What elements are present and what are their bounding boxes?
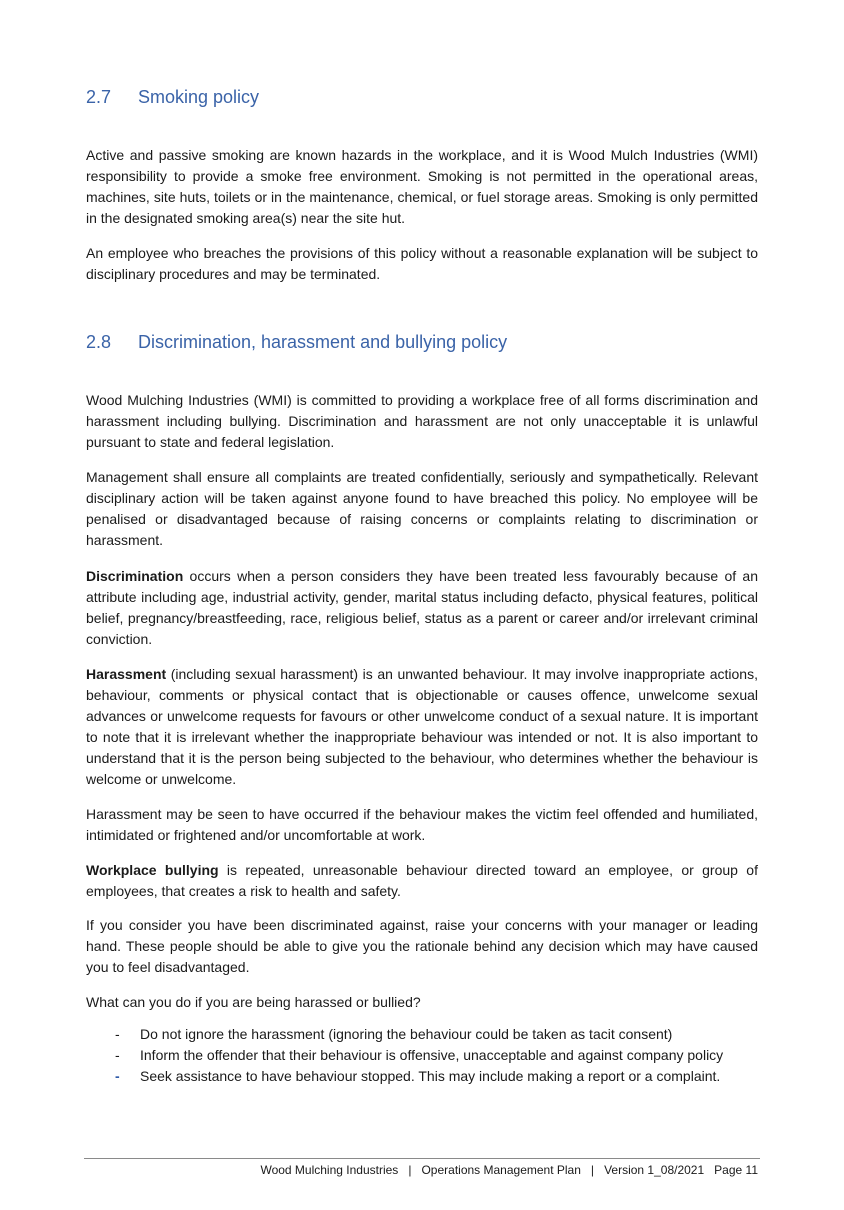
section-number: 2.7: [86, 87, 112, 107]
dash-bullet: -: [115, 1068, 120, 1084]
section-title: Smoking policy: [138, 87, 260, 107]
footer-page-number: Page 11: [714, 1163, 758, 1177]
section-heading-2-7: [86, 87, 259, 108]
list-item: [86, 1024, 758, 1045]
harassment-definition: [86, 664, 758, 790]
footer-document: Operations Management Plan: [421, 1163, 581, 1177]
list-item-text: Seek assistance to have behaviour stopped. This may include making a report or a complaint.: [140, 1068, 721, 1084]
list-item: [86, 1066, 758, 1087]
footer-divider: [84, 1158, 760, 1159]
dash-bullet: -: [115, 1047, 120, 1063]
list-item: [86, 1045, 758, 1066]
smoking-paragraph-2: An employee who breaches the provisions of this policy without a reasonable explanation will be subject to disciplinary procedures and may be terminated.: [86, 245, 758, 282]
term-discrimination: Discrimination: [86, 568, 184, 584]
section-number: 2.8: [86, 332, 112, 352]
discrimination-paragraph-2: Management shall ensure all complaints are treated confidentially, seriously and sympathetically. Relevant disciplinary action will be taken against anyone found to have breached this policy. No employee will be penalised or disadvantaged because of raising concerns or complaints relating to discrimination or harassment.: [86, 469, 758, 548]
list-item-text: Do not ignore the harassment (ignoring the behaviour could be taken as tacit consent): [140, 1026, 673, 1042]
footer-separator: |: [590, 1163, 595, 1177]
term-workplace-bullying: Workplace bullying: [86, 862, 219, 878]
section-heading-2-8: [86, 332, 507, 353]
footer-separator: |: [408, 1163, 412, 1177]
section-title: Discrimination, harassment and bullying policy: [138, 332, 508, 352]
list-item-text: Inform the offender that their behaviour is offensive, unacceptable and against company policy: [140, 1047, 724, 1063]
smoking-paragraph-1: Active and passive smoking are known hazards in the workplace, and it is Wood Mulch Industries (WMI) responsibility to provide a smoke free environment. Smoking is not permitted in the operational areas, machines, site huts, toilets or in the maintenance, chemical, or fuel storage areas. Smoking is only permitted in the designated smoking area(s) near the site hut.: [86, 147, 758, 226]
definition-text: occurs when a person considers they have been treated less favourably because of an attribute including age, industrial activity, gender, marital status including defacto, physical features, political belief, pregnancy/breastfeeding, race, religious belief, status as a parent or career and/or irrelevant criminal conviction.: [86, 568, 758, 647]
footer-company: Wood Mulching Industries: [260, 1163, 399, 1177]
action-list: [86, 1024, 758, 1087]
question-paragraph: What can you do if you are being harassed or bullied?: [86, 994, 421, 1010]
discrimination-paragraph-1: Wood Mulching Industries (WMI) is committed to providing a workplace free of all forms discrimination and harassment including bullying. Discrimination and harassment are not only unacceptable it is unlawful pursuant to state and federal legislation.: [86, 392, 758, 450]
bullying-definition: [86, 860, 758, 902]
harassment-seen-paragraph: Harassment may be seen to have occurred if the behaviour makes the victim feel offended and humiliated, intimidated or frightened and/or uncomfortable at work.: [86, 806, 758, 843]
definition-text: (including sexual harassment) is an unwanted behaviour. It may involve inappropriate actions, behaviour, comments or physical contact that is objectionable or causes offence, unwelcome sexual advances or unwelcome requests for favours or other unwelcome conduct of a sexual nature. It is important to note that it is irrelevant whether the inappropriate behaviour was intended or not. It is also important to understand that it is the person being subjected to the behaviour, who determines whether the behaviour is welcome or unwelcome.: [86, 666, 758, 787]
discrimination-definition: [86, 566, 758, 650]
definition-text: is repeated, unreasonable behaviour directed toward an employee, or group of employees, that creates a risk to health and safety.: [86, 862, 758, 899]
dash-bullet: -: [115, 1026, 120, 1042]
term-harassment: Harassment: [86, 666, 167, 682]
consider-paragraph: If you consider you have been discriminated against, raise your concerns with your manager or leading hand. These people should be able to give you the rationale behind any decision which may have caused you to feel disadvantaged.: [86, 917, 758, 975]
page-footer: [84, 1161, 758, 1179]
footer-version: Version 1_08/2021: [604, 1163, 705, 1177]
